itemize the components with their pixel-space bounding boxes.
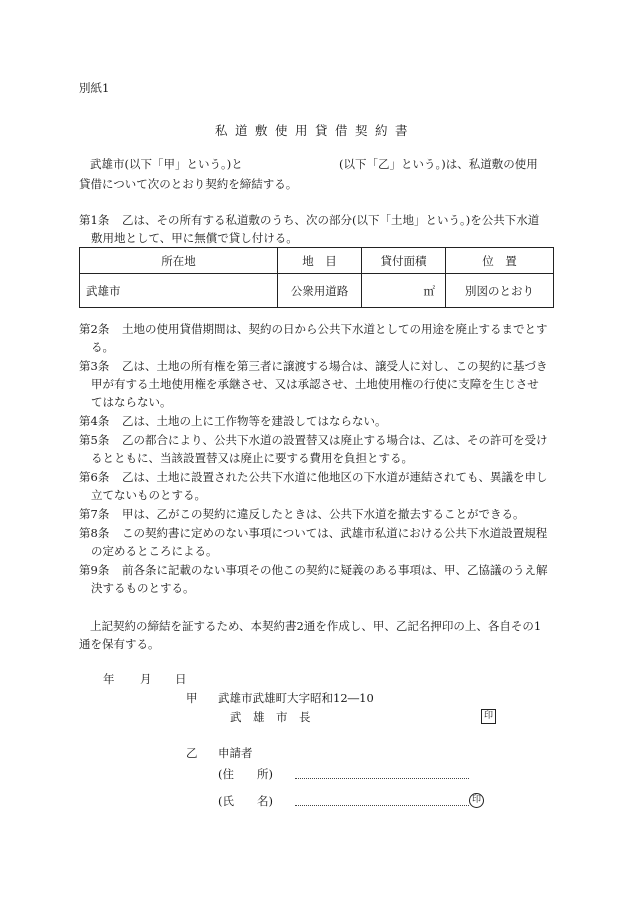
attachment-label: 別紙1	[79, 81, 110, 95]
document-title: 私道敷使用貸借契約書	[214, 123, 415, 138]
article-2-line-2: る。	[91, 340, 114, 354]
article-3-label: 第3条	[79, 359, 110, 373]
date-month: 月	[140, 672, 152, 686]
article-6-label: 第6条	[79, 470, 110, 484]
table-cell-area: ㎡	[362, 274, 446, 308]
article-2-label: 第2条	[79, 322, 110, 336]
article-9-line-2: 決するものとする。	[91, 581, 195, 595]
article-6-line-1: 乙は、土地に設置された公共下水道に他地区の下水道が連結されても、異議を申し	[122, 470, 548, 484]
article-7-label: 第7条	[79, 507, 110, 521]
party-a-address: 武雄市武雄町大字昭和12―10	[218, 691, 374, 705]
article-7-line-1: 甲は、乙がこの契約に違反したときは、公共下水道を撤去することができる。	[122, 507, 525, 521]
article-3-line-2: 甲が有する土地使用権を承継させ、又は承認させ、土地使用権の行使に支障を生じさせ	[91, 377, 539, 391]
party-b-name-label: (氏 名)	[218, 794, 273, 808]
article-3-line-3: てはならない。	[91, 395, 172, 409]
party-a-label: 甲	[186, 691, 198, 705]
article-8-line-2: の定めるところによる。	[91, 544, 218, 558]
date-day: 日	[175, 672, 187, 686]
land-table	[79, 247, 554, 308]
article-8-line-1: この契約書に定めのない事項については、武雄市私道における公共下水道設置規程	[122, 526, 548, 540]
table-header-location: 所在地	[80, 248, 278, 274]
article-1-line-1: 乙は、その所有する私道敷のうち、次の部分(以下「土地」という。)を公共下水道	[122, 213, 540, 227]
table-cell-position: 別図のとおり	[446, 274, 554, 308]
preamble-party-a: 武雄市(以下「甲」という。)と	[90, 157, 243, 171]
table-cell-land-category: 公衆用道路	[278, 274, 362, 308]
article-3-line-1: 乙は、土地の所有権を第三者に譲渡する場合は、譲受人に対し、この契約に基づき	[122, 359, 548, 373]
name-dotted-line	[295, 805, 469, 806]
article-5-label: 第5条	[79, 433, 110, 447]
closing-line-2: 通を保有する。	[79, 637, 160, 651]
table-header-row	[80, 248, 554, 274]
article-1-line-2: 敷用地として、甲に無償で貸し付ける。	[91, 231, 298, 245]
preamble-line-2: 貸借について次のとおり契約を締結する。	[79, 177, 298, 191]
article-4-line-1: 乙は、土地の上に工作物等を建設してはならない。	[122, 414, 387, 428]
table-row	[80, 274, 554, 308]
table-cell-location: 武雄市	[80, 274, 278, 308]
party-b-seal: 印	[469, 793, 484, 808]
preamble-party-b: (以下「乙」という。)は、私道敷の使用	[339, 157, 538, 171]
party-b-applicant: 申請者	[218, 746, 253, 760]
table-header-area: 貸付面積	[362, 248, 446, 274]
article-9-line-1: 前各条に記載のない事項その他この契約に疑義のある事項は、甲、乙協議のうえ解	[122, 563, 548, 577]
table-header-position: 位 置	[446, 248, 554, 274]
party-b-label: 乙	[186, 746, 198, 760]
article-5-line-2: るとともに、当該設置替又は廃止に要する費用を負担とする。	[91, 451, 413, 465]
date-year: 年	[103, 672, 115, 686]
article-4-label: 第4条	[79, 414, 110, 428]
address-dotted-line	[295, 778, 469, 779]
closing-line-1: 上記契約の締結を証するため、本契約書2通を作成し、甲、乙記名押印の上、各自その1	[90, 619, 542, 633]
article-1-label: 第1条	[79, 213, 110, 227]
article-2-line-1: 土地の使用貸借期間は、契約の日から公共下水道としての用途を廃止するまでとす	[122, 322, 548, 336]
party-a-seal: 印	[481, 709, 496, 724]
article-6-line-2: 立てないものとする。	[91, 488, 206, 502]
table-header-land-category: 地 目	[278, 248, 362, 274]
party-b-address-label: (住 所)	[218, 767, 273, 781]
article-5-line-1: 乙の都合により、公共下水道の設置替又は廃止する場合は、乙は、その許可を受け	[122, 433, 548, 447]
article-8-label: 第8条	[79, 526, 110, 540]
article-9-label: 第9条	[79, 563, 110, 577]
party-a-name: 武 雄 市 長	[230, 710, 311, 724]
